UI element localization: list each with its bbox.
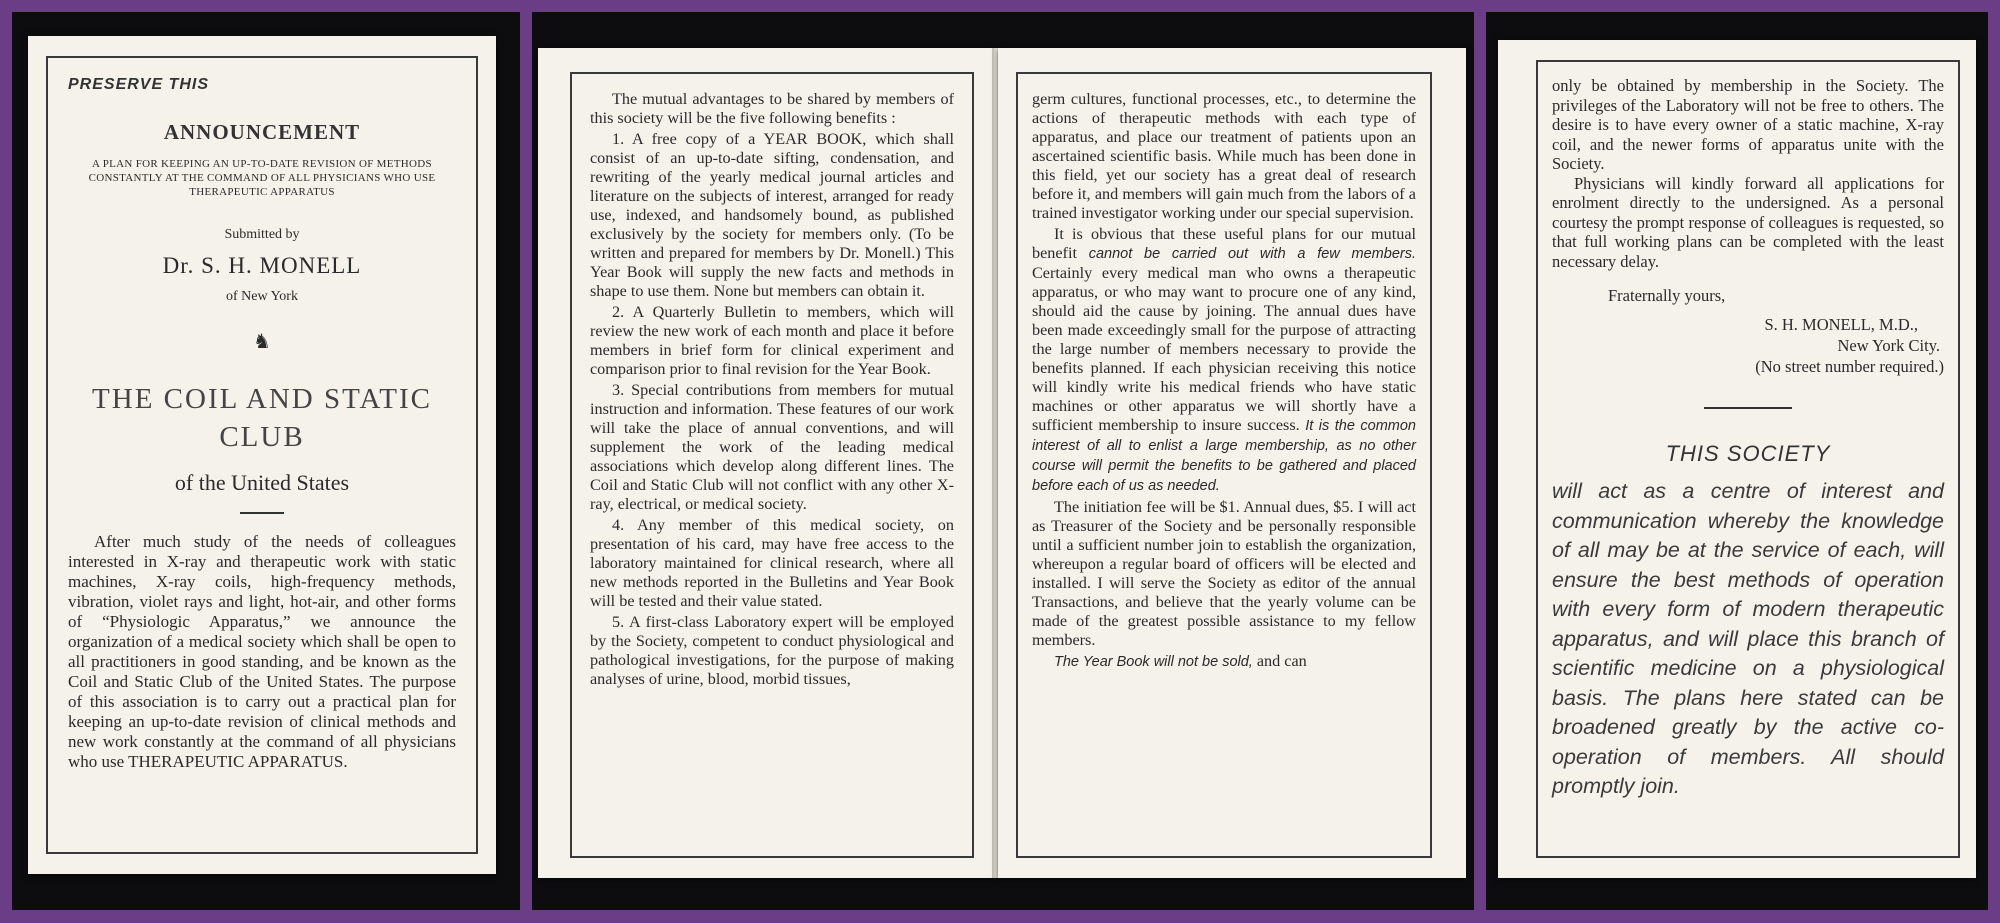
left-page-border xyxy=(570,72,974,858)
spread-photo xyxy=(532,12,1474,910)
society-heading: THIS SOCIETY xyxy=(1665,441,1831,466)
ornament-icon: ♞ xyxy=(253,331,271,353)
yearbook-emphasis: The Year Book will not be sold, xyxy=(1054,654,1253,670)
back-body xyxy=(1552,76,1944,271)
signature-block xyxy=(1552,285,1944,377)
submitted-by: Submitted by xyxy=(224,227,300,242)
divider xyxy=(1704,407,1792,409)
right-column xyxy=(1032,90,1416,672)
left-page xyxy=(538,48,994,878)
signature-name: S. H. MONELL, M.D., xyxy=(1764,315,1918,334)
back-page xyxy=(1498,40,1976,878)
privileges-paragraph: only be obtained by membership in the Society. The privileges of the Laboratory will not be free to others. The desire is to have every owner of a static machine, X-ray coil, and the newer forms of apparatus unite with the Society. xyxy=(1552,76,1944,173)
membership-emphasis-2: It is the common interest of all to enlist a large membership, as no other course will permit the benefits to be gathered and placed before each of us as needed. xyxy=(1032,418,1416,494)
applications-paragraph: Physicians will kindly forward all applications for enrolment directly to the undersigned. As a personal courtesy the prompt response of colleagues is requested, so that full working plans can be completed with the least necessary delay. xyxy=(1552,173,1944,271)
cover-page xyxy=(28,36,496,874)
back-photo xyxy=(1486,12,1988,910)
cover-body-text: After much study of the needs of colleagues interested in X-ray and therapeutic work with static machines, X-ray coils, high-frequency methods, vibration, violet rays and light, hot-air, and other forms of “Physiologic Apparatus,” we announce the organization of a medical society which shall be open to all practitioners in good standing, and be known as the Coil and Static Club of the United States. The purpose of this association is to carry out a practical plan for keeping an up-to-date revision of clinical methods and new work constantly at the command of all physicians who use THERAPEUTIC APPARATUS. xyxy=(68,532,456,771)
author-name: Dr. S. H. MONELL xyxy=(162,253,362,278)
benefit-4: 4. Any member of this medical society, on presentation of his card, may have free access to the laboratory maintained for clinical research, where all new methods reported in the Bulletins and Year Book will be tested and their value stated. xyxy=(590,516,954,610)
club-title: THE COIL AND STATIC CLUB xyxy=(92,383,432,453)
right-page-border xyxy=(1016,72,1432,858)
yearbook-paragraph xyxy=(1032,652,1416,672)
benefit-2: 2. A Quarterly Bulletin to members, which will review the new work of each month and place it before members in brief form for clinical experiment and comparison prior to final revision for the Year Book. xyxy=(590,303,954,378)
membership-emphasis-1: cannot be carried out with a few members. xyxy=(1088,246,1416,262)
cover-border xyxy=(46,56,478,854)
membership-text-a: It is obvious that these useful plans for our mutual benefit xyxy=(1032,225,1416,262)
benefit-3: 3. Special contributions from members for mutual instruction and information. These features of our work will take the place of annual conventions, and will supplement the work of the leading medical associations which develop along different lines. The Coil and Static Club will not conflict with any other X-ray, electrical, or medical society. xyxy=(590,381,954,513)
closing: Fraternally yours, xyxy=(1608,286,1726,305)
intro-paragraph: The mutual advantages to be shared by members of this society will be the five following benefits : xyxy=(590,90,954,127)
yearbook-text: and can xyxy=(1252,652,1307,670)
cover-photo xyxy=(12,12,520,910)
left-column xyxy=(590,90,954,689)
divider xyxy=(240,512,284,514)
back-page-border xyxy=(1536,60,1960,858)
author-location: of New York xyxy=(226,289,298,304)
benefit-5: 5. A first-class Laboratory expert will be employed by the Society, competent to conduct physiological and pathological investigations, for the purpose of making analyses of urine, blood, morbid tissues, xyxy=(590,613,954,688)
right-page xyxy=(998,48,1466,878)
announcement-heading: ANNOUNCEMENT xyxy=(163,120,361,144)
fees-paragraph: The initiation fee will be $1. Annual dues, $5. I will act as Treasurer of the Society and be personally responsible until a sufficient number join to establish the organization, whereupon a regular board of officers will be elected and installed. I will serve the Society as editor of the annual Transactions, and believe that the yearly volume can be made of the greatest possible assistance to my fellow members. xyxy=(1032,498,1416,649)
street-note: (No street number required.) xyxy=(1755,357,1944,376)
benefit-1: 1. A free copy of a YEAR BOOK, which shall consist of an up-to-date sifting, condensation, and rewriting of the yearly medical journal articles and literature on the subjects of interest, arranged for ready use, indexed, and handsomely bound, as published exclusively by the society for members only. (To be written and prepared for members by Dr. Monell.) This Year Book will supply the new facts and methods in shape to use them. None but members can obtain it. xyxy=(590,130,954,300)
research-paragraph: germ cultures, functional processes, etc., to determine the actions of therapeutic methods with each type of apparatus, and place our treatment of patients upon an ascertained scientific basis. While much has been done in this field, yet our society has a great deal of research before it, and members will gain much from the labors of a trained investigator working under our special supervision. xyxy=(1032,90,1416,222)
preserve-label: PRESERVE THIS xyxy=(68,76,210,93)
membership-text-b: Certainly every medical man who owns a therapeutic apparatus, or who may want to procure one of any kind, should aid the cause by joining. The annual dues have been made exceedingly small for the purpose of attracting the large number of members necessary to provide the benefits planned. If each physician receiving this notice will kindly write his medical friends who have static machines or other apparatus we will shortly have a sufficient membership to insure success. xyxy=(1032,264,1416,434)
signature-city: New York City. xyxy=(1837,336,1940,355)
membership-paragraph xyxy=(1032,225,1416,496)
society-statement: will act as a centre of interest and communication whereby the knowledge of all may be at the service of each, will ensure the best methods of operation with every form of modern therapeutic apparatus, and will place this branch of scientific medicine on a physiological basis. The plans here stated can be broadened greatly by the active co-operation of members. All should promptly join. xyxy=(1552,479,1944,798)
club-country: of the United States xyxy=(174,470,350,495)
plan-subtitle: A PLAN FOR KEEPING AN UP-TO-DATE REVISION OF METHODS CONSTANTLY AT THE COMMAND OF ALL PHYSICIANS WHO USE THERAPEUTIC APPARATUS xyxy=(88,158,436,198)
